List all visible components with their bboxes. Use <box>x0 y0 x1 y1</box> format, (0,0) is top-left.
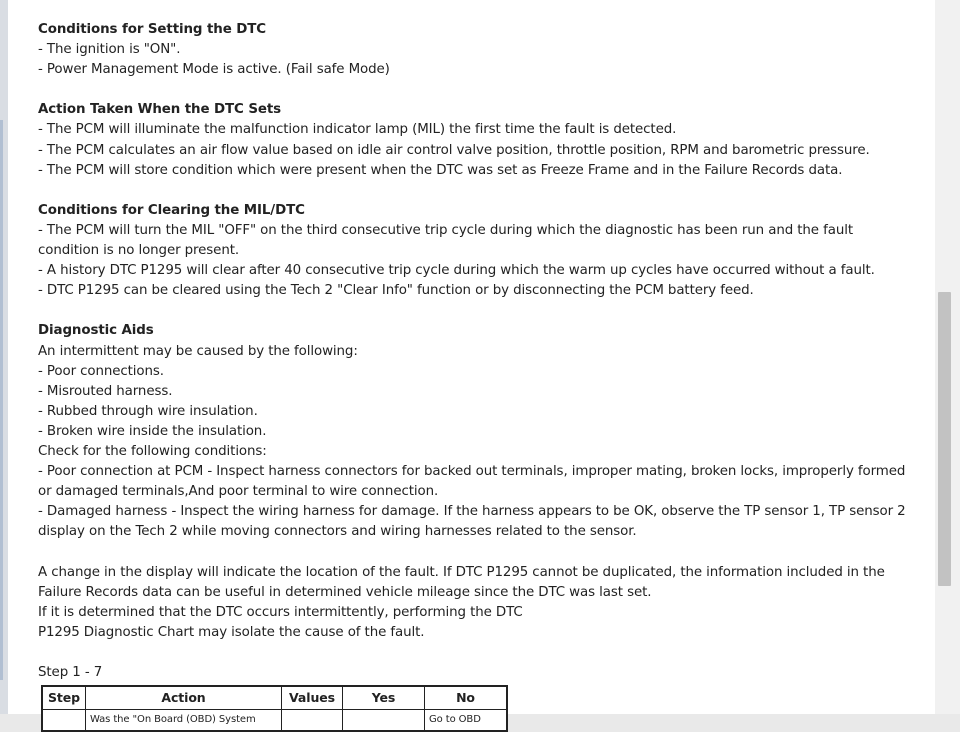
header-action: Action <box>86 686 282 710</box>
aids-heading: Diagnostic Aids <box>38 323 154 339</box>
clearing-item: - DTC P1295 can be cleared using the Tech 2 "Clear Info" function or by disconnecting the PCM battery feed. <box>38 283 754 299</box>
setting-heading: Conditions for Setting the DTC <box>38 22 267 37</box>
aids-check: - Damaged harness - Inspect the wiring harness for damage. If the harness appears to be OK, observe the TP sensor 1, TP sensor 2 display on the Tech 2 while moving connectors and wiring harnesses related to the sensor. <box>38 504 906 540</box>
header-no: No <box>425 686 508 710</box>
document-page <box>8 0 935 726</box>
aids-cause: - Rubbed through wire insulation. <box>38 403 258 419</box>
action-heading: Action Taken When the DTC Sets <box>38 102 282 118</box>
document-content <box>38 20 918 732</box>
table-row <box>42 710 507 732</box>
aids-check: - Poor connection at PCM - Inspect harness connectors for backed out terminals, improper mating, broken locks, improperly formed or damaged terminals,And poor terminal to wire connection. <box>38 464 906 500</box>
cell-values <box>282 710 343 732</box>
aids-paragraph: P1295 Diagnostic Chart may isolate the cause of the fault. <box>38 624 425 640</box>
scrollbar-thumb[interactable] <box>938 292 951 586</box>
aids-cause: - Misrouted harness. <box>38 383 173 399</box>
aids-paragraph: A change in the display will indicate the location of the fault. If DTC P1295 cannot be duplicated, the information included in the Failure Records data can be useful in determined vehicle mileage since the DTC was last set. <box>38 564 885 600</box>
aids-paragraph: If it is determined that the DTC occurs intermittently, performing the DTC <box>38 604 523 620</box>
setting-item: - Power Management Mode is active. (Fail safe Mode) <box>38 62 390 78</box>
table-header-row <box>42 686 507 710</box>
setting-item: - The ignition is "ON". <box>38 42 181 58</box>
cell-no[interactable]: Go to OBD <box>425 710 508 732</box>
aids-intro: An intermittent may be caused by the following: <box>38 343 358 359</box>
cell-yes <box>343 710 425 732</box>
action-item: - The PCM will illuminate the malfunction indicator lamp (MIL) the first time the fault is detected. <box>38 122 677 138</box>
action-item: - The PCM calculates an air flow value based on idle air control valve position, throttle position, RPM and barometric pressure. <box>38 142 870 158</box>
diagnostic-steps-table <box>41 685 508 732</box>
action-item: - The PCM will store condition which were present when the DTC was set as Freeze Frame and in the Failure Records data. <box>38 162 843 178</box>
clearing-item: - A history DTC P1295 will clear after 40 consecutive trip cycle during which the warm up cycles have occurred without a fault. <box>38 263 875 279</box>
steps-label: Step 1 - 7 <box>38 665 103 680</box>
header-values: Values <box>282 686 343 710</box>
cell-action: Was the "On Board (OBD) System <box>86 710 282 732</box>
aids-cause: - Poor connections. <box>38 363 164 379</box>
left-window-edge <box>0 0 8 714</box>
clearing-item: - The PCM will turn the MIL "OFF" on the third consecutive trip cycle during which the diagnostic has been run and the fault condition is no longer present. <box>38 222 853 259</box>
header-yes: Yes <box>343 686 425 710</box>
clearing-heading: Conditions for Clearing the MIL/DTC <box>38 202 305 218</box>
cell-step <box>42 710 86 732</box>
aids-check-intro: Check for the following conditions: <box>38 443 267 459</box>
header-step: Step <box>42 686 86 710</box>
aids-cause: - Broken wire inside the insulation. <box>38 423 267 439</box>
